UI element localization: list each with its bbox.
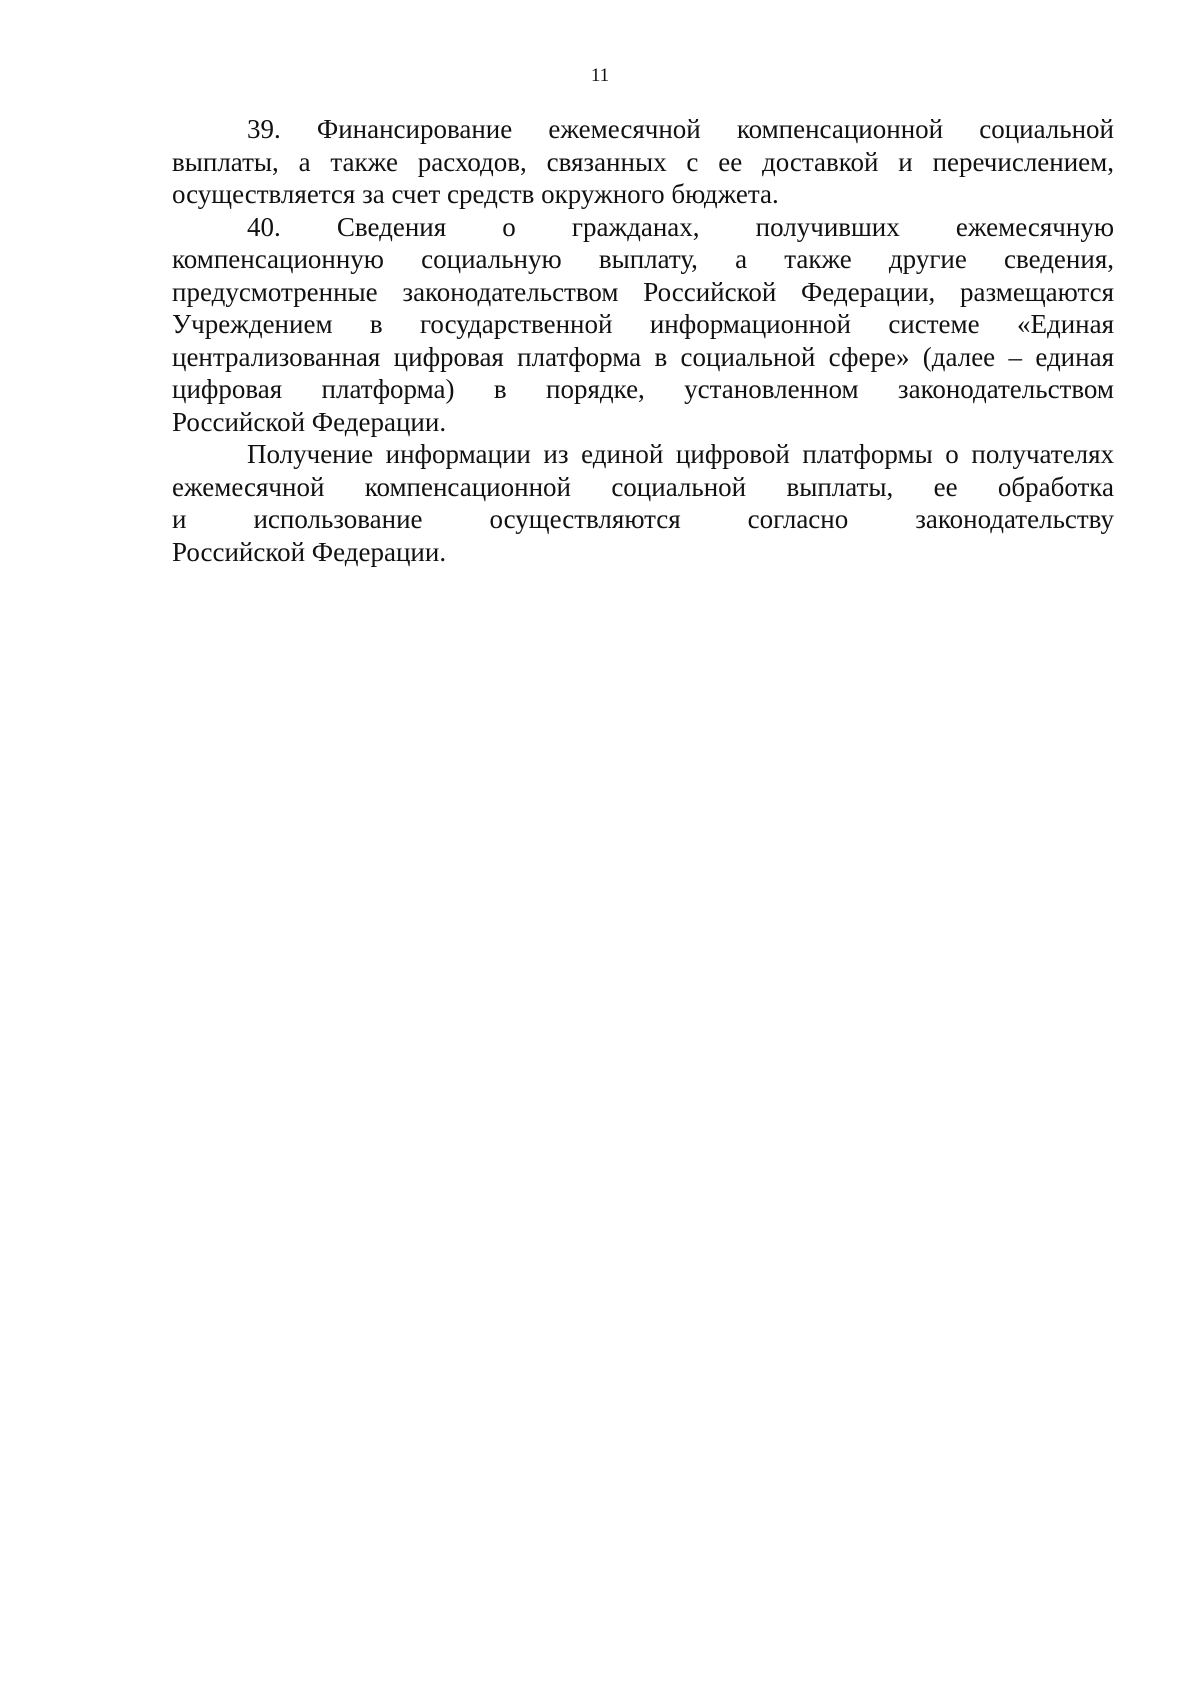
paragraph-line: выплаты, а также расходов, связанных с ее доставкой и перечислением, (172, 146, 1114, 177)
paragraph-line: Российской Федерации. (172, 536, 447, 567)
paragraph-line: и использование осуществляются согласно законодательству (172, 504, 1114, 534)
paragraph-line: предусмотренные законодательством Российской Федерации, размещаются (172, 276, 1114, 307)
paragraph-40 (172, 211, 1114, 439)
paragraph-line: осуществляется за счет средств окружного бюджета. (172, 179, 779, 209)
paragraph-line: ежемесячной компенсационной социальной выплаты, ее обработка (172, 471, 1114, 502)
paragraph-line: цифровая платформа) в порядке, установленном законодательством (172, 374, 1114, 404)
paragraph-line: централизованная цифровая платформа в социальной сфере» (далее – единая (172, 341, 1114, 372)
paragraph-data-access (172, 438, 1114, 568)
paragraph-line: 40. Сведения о гражданах, получивших ежемесячную (247, 211, 1114, 242)
paragraph-line: компенсационную социальную выплату, а также другие сведения, (172, 244, 1114, 274)
paragraph-line: Учреждением в государственной информационной системе «Единая (172, 309, 1114, 339)
paragraph-39 (172, 113, 1114, 211)
paragraph-line: Получение информации из единой цифровой платформы о получателях (247, 439, 1114, 469)
document-body (172, 113, 1114, 568)
page-number: 11 (590, 65, 610, 86)
paragraph-line: Российской Федерации. (172, 406, 447, 437)
paragraph-line: 39. Финансирование ежемесячной компенсационной социальной (247, 114, 1114, 144)
